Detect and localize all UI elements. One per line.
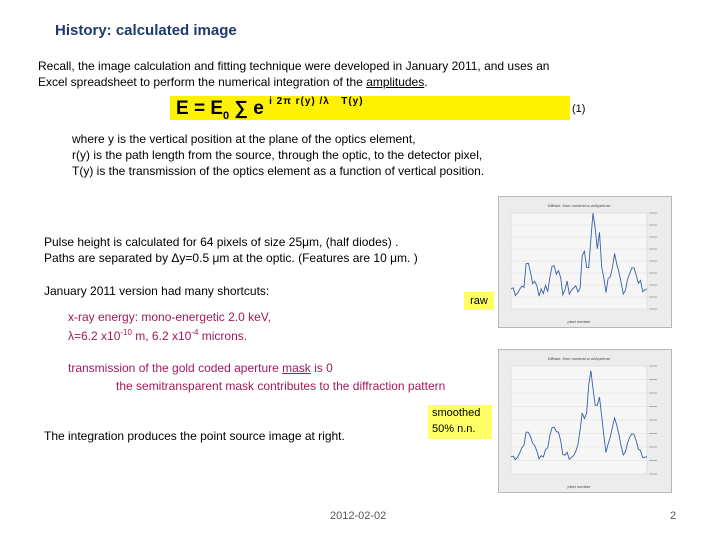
transmission-pre: transmission of the gold coded aperture	[68, 361, 283, 375]
xray-exp-1: -10	[120, 328, 132, 337]
equation-subscript: 0	[223, 109, 230, 122]
xray-mid: m, 6.2 x10	[131, 329, 192, 343]
xray-line-2	[68, 325, 368, 344]
transmission-post: is 0	[310, 361, 333, 375]
smoothed-label	[428, 405, 492, 439]
intro-period: .	[424, 75, 428, 89]
equation-lhs: E = E	[176, 98, 223, 119]
equation-exponent-text: i 2π r(y) /λ	[269, 96, 330, 107]
footer-date: 2012-02-02	[330, 510, 387, 522]
transmission-text	[68, 359, 488, 395]
xray-energy-text	[68, 309, 368, 344]
raw-image-plot	[498, 196, 672, 328]
integration-text: The integration produces the point source image at right.	[44, 429, 345, 443]
raw-label: raw	[464, 292, 494, 310]
where-line-r: r(y) is the path length from the source, through the optic, to the detector pixel,	[72, 148, 483, 162]
smoothed-image-plot	[498, 349, 672, 493]
page-number: 2	[670, 510, 677, 522]
xray-exp-2: -4	[191, 328, 199, 337]
plot-title: Diffract. from nominal w-w/Aperture	[547, 203, 611, 208]
intro-amplitudes: amplitudes	[366, 75, 425, 89]
plot-title: Diffract. from nominal w-w/Aperture	[547, 356, 611, 361]
pulse-line-2: Paths are separated by Δy=0.5 μm at the optic. (Features are 10 μm. )	[44, 251, 418, 265]
smoothed-label-1: smoothed	[432, 407, 481, 419]
plot-xlabel: pixel number	[567, 319, 591, 324]
xray-unit: microns.	[198, 329, 248, 343]
where-line-y: where y is the vertical position at the plane of the optics element,	[72, 132, 416, 146]
equation-sum: ∑ e	[234, 98, 264, 119]
equation	[176, 98, 364, 122]
where-line-t: T(y) is the transmission of the optics element as a function of vertical position.	[72, 164, 485, 178]
smoothed-plot-svg	[499, 350, 671, 492]
equation-exponent	[269, 96, 363, 107]
shortcuts-heading: January 2011 version had many shortcuts:	[44, 284, 270, 298]
transmission-mask: mask	[282, 361, 311, 375]
xray-lambda: λ=6.2 x10	[68, 329, 121, 343]
xray-line-1: x-ray energy: mono-energetic 2.0 keV,	[68, 310, 271, 324]
where-definitions	[72, 131, 542, 179]
equation-number: (1)	[572, 103, 586, 115]
transmission-line-2: the semitransparent mask contributes to the diffraction pattern	[116, 379, 446, 393]
raw-plot-svg	[499, 197, 671, 327]
pulse-line-1: Pulse height is calculated for 64 pixels of size 25μm, (half diodes) .	[44, 235, 399, 249]
plot-xlabel: pixel number	[567, 484, 591, 489]
pulse-paragraph	[44, 234, 474, 266]
equation-transmission: T(y)	[341, 96, 364, 107]
intro-text: Recall, the image calculation and fitting technique were developed in January 2011, and uses an Excel spreadsheet to perform the numerical integration of the	[38, 59, 550, 89]
slide-title: History: calculated image	[55, 22, 237, 39]
intro-paragraph	[38, 58, 558, 90]
smoothed-label-2: 50% n.n.	[432, 423, 476, 435]
